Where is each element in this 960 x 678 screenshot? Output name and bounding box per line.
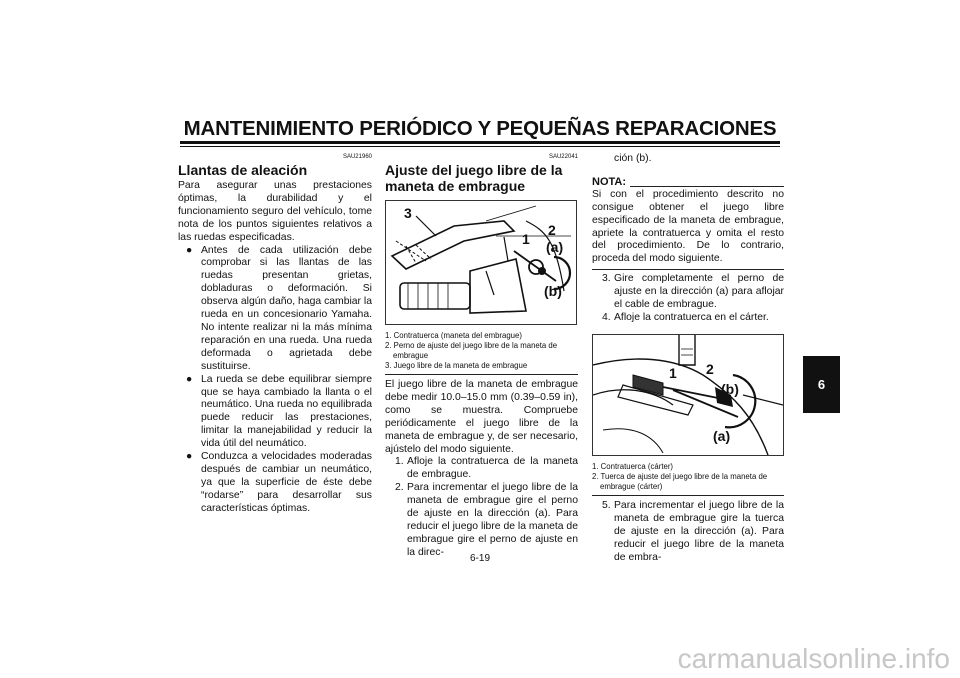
note-text: Si con el procedimiento descrito no consigue obtener el juego libre especificado de la maneta de embrague, apriete la contratuerca y omita el resto del procedimiento. De lo contrario, proceda del modo siguiente. [592, 188, 784, 265]
header-rule-thin [180, 146, 780, 147]
step-text: Afloje la contratuerca de la maneta de embrague. [407, 456, 578, 481]
body-paragraph: El juego libre de la maneta de embrague debe medir 10.0–15.0 mm (0.39–0.59 in), como se muestra. Compruebe periódicamente el juego libre de la maneta de embrague y, de ser necesario, ajústelo del modo siguiente. [385, 379, 578, 455]
step-text: Gire completamente el perno de ajuste en la dirección (a) para aflojar el cable de embrague. [614, 273, 784, 311]
watermark: carmanualsonline.info [677, 643, 950, 674]
note-end-rule [592, 269, 784, 270]
step-number: 4. [602, 311, 611, 323]
caption-divider [385, 374, 578, 375]
figure-label-2: 2 [706, 360, 714, 377]
step-item [592, 312, 784, 325]
bullet-item [178, 451, 372, 516]
page-title: MANTENIMIENTO PERIÓDICO Y PEQUEÑAS REPARACIONES [183, 117, 777, 140]
step-item [592, 500, 784, 565]
column-embrague [385, 153, 578, 560]
step-number: 5. [602, 499, 611, 511]
figure-label-3: 3 [404, 205, 412, 221]
intro-paragraph: Para asegurar unas prestaciones óptimas, la durabilidad y el funcionamiento seguro del vehículo, tome nota de los puntos siguientes relativos a las ruedas especificadas. [178, 180, 372, 243]
note-rule [630, 186, 784, 187]
step-number: 2. [395, 482, 404, 494]
page-number: 6-19 [469, 553, 490, 564]
figure-label-1: 1 [669, 364, 677, 381]
figure-caption [385, 331, 578, 371]
crankcase-illustration [593, 335, 783, 455]
bullet-item [178, 374, 372, 451]
caption-item: 3. Juego libre de la maneta de embrague [385, 361, 528, 370]
crankcase-figure [592, 334, 784, 456]
chapter-tab: 6 [803, 356, 840, 413]
continuation-text: ción (b). [614, 153, 652, 164]
section-code: SAU22041 [548, 154, 578, 160]
figure-label-a: (a) [546, 239, 564, 255]
step-item [592, 273, 784, 312]
caption-item: 2. Tuerca de ajuste del juego libre de la maneta de embrague (cárter) [592, 471, 768, 491]
caption-divider [592, 495, 784, 496]
figure-label-1: 1 [522, 231, 530, 247]
note-header [592, 176, 784, 189]
figure-label-2: 2 [548, 222, 556, 238]
section-heading: Ajuste del juego libre de la maneta de embrague [385, 162, 563, 194]
caption-item: 1. Contratuerca (cárter) [592, 461, 674, 471]
clutch-lever-figure [385, 200, 577, 325]
bullet-dot-icon: ● [186, 451, 193, 463]
step-text: Para incrementar el juego libre de la maneta de embrague gire el perno de ajuste en la dirección (a). Para reducir el juego libre de la maneta de embrague gire el perno de ajuste en la direc- [407, 482, 578, 558]
clutch-lever-illustration [386, 201, 576, 324]
bullet-dot-icon: ● [186, 373, 193, 385]
note-label: NOTA: [592, 175, 627, 188]
step-number: 1. [395, 456, 404, 468]
figure-label-b: (b) [721, 380, 739, 397]
bullet-text: La rueda se debe equilibrar siempre que se haya cambiado la llanta o el neumático. Una rueda no equilibrada puede reducir las prestaciones, limitar la manejabilidad y reducir la vida útil del neumático. [201, 373, 372, 450]
bullet-text: Conduzca a velocidades moderadas después de cambiar un neumático, ya que la superficie de éste debe “rodarse” para desarrollar sus características óptimas. [201, 451, 372, 514]
caption-item: 2. Perno de ajuste del juego libre de la maneta de embrague [385, 341, 558, 360]
figure-caption [592, 462, 784, 492]
header-rule [180, 141, 780, 144]
figure-label-b: (b) [544, 283, 562, 299]
section-code: SAU21960 [342, 154, 372, 160]
bullet-dot-icon: ● [186, 244, 193, 256]
step-number: 3. [602, 273, 611, 285]
bullet-item [178, 245, 372, 374]
step-item [385, 482, 578, 559]
bullet-text: Antes de cada utilización debe comprobar si las llantas de las ruedas presentan grietas, dobladuras o deformación. Si observa algún daño, haga cambiar la rueda en un concesionario Yamaha. No intente realizar ni la más mínima reparación en una rueda. Una rueda deformada o agrietada debe sustituirse. [201, 244, 372, 372]
figure-label-a: (a) [713, 427, 731, 444]
step-text: Afloje la contratuerca en el cárter. [614, 311, 769, 323]
caption-item: 1. Contratuerca (maneta del embrague) [385, 331, 522, 340]
section-heading: Llantas de aleación [178, 162, 308, 178]
step-text: Para incrementar el juego libre de la maneta de embrague gire la tuerca de ajuste en la dirección (a). Para reducir el juego libre de la maneta de embra- [614, 499, 784, 563]
column-embrague-cont [592, 153, 784, 564]
step-item [385, 456, 578, 482]
column-llantas [178, 153, 372, 516]
